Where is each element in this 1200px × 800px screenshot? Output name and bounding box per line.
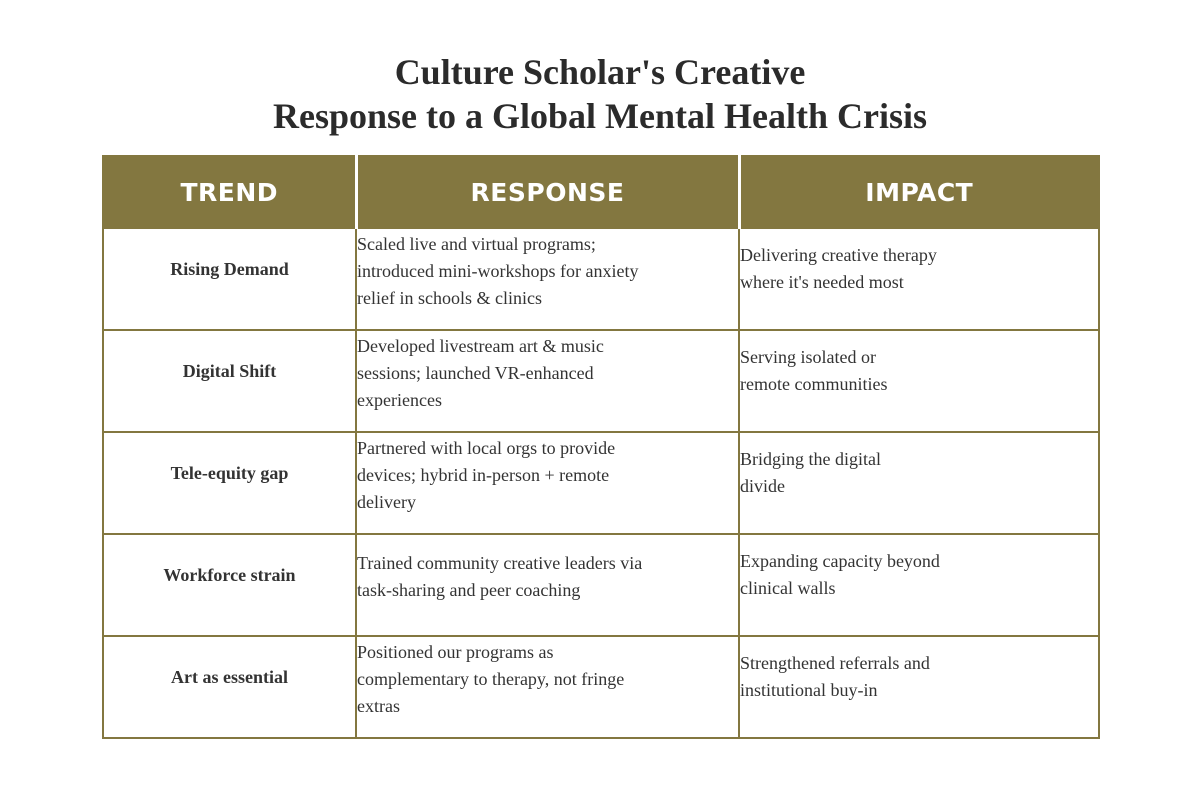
response-cell: Trained community creative leaders via task-sharing and peer coaching <box>356 534 739 636</box>
header-trend: TREND <box>103 156 356 228</box>
trend-cell: Tele-equity gap <box>103 432 356 534</box>
table-row <box>103 432 1099 534</box>
trend-cell: Rising Demand <box>103 228 356 330</box>
table-row <box>103 636 1099 738</box>
table-header-row <box>103 156 1099 228</box>
response-cell: Partnered with local orgs to provide devices; hybrid in-person + remote delivery <box>356 432 739 534</box>
table-row <box>103 228 1099 330</box>
trend-cell: Digital Shift <box>103 330 356 432</box>
impact-cell: Bridging the digital divide <box>739 432 1099 534</box>
impact-cell: Delivering creative therapy where it's needed most <box>739 228 1099 330</box>
response-cell: Positioned our programs as complementary to therapy, not fringe extras <box>356 636 739 738</box>
impact-cell: Expanding capacity beyond clinical walls <box>739 534 1099 636</box>
trend-cell: Art as essential <box>103 636 356 738</box>
title-line-1: Culture Scholar's Creative <box>394 52 806 92</box>
impact-cell: Serving isolated or remote communities <box>739 330 1099 432</box>
header-response: RESPONSE <box>356 156 739 228</box>
response-cell: Scaled live and virtual programs; introduced mini-workshops for anxiety relief in schools & clinics <box>356 228 739 330</box>
trend-response-impact-table <box>102 155 1100 739</box>
title-line-2: Response to a Global Mental Health Crisis <box>273 96 927 136</box>
page-title <box>0 50 1200 138</box>
table-row <box>103 534 1099 636</box>
impact-cell: Strengthened referrals and institutional buy-in <box>739 636 1099 738</box>
header-impact: IMPACT <box>739 156 1099 228</box>
trend-cell: Workforce strain <box>103 534 356 636</box>
response-cell: Developed livestream art & music sessions; launched VR-enhanced experiences <box>356 330 739 432</box>
table-row <box>103 330 1099 432</box>
